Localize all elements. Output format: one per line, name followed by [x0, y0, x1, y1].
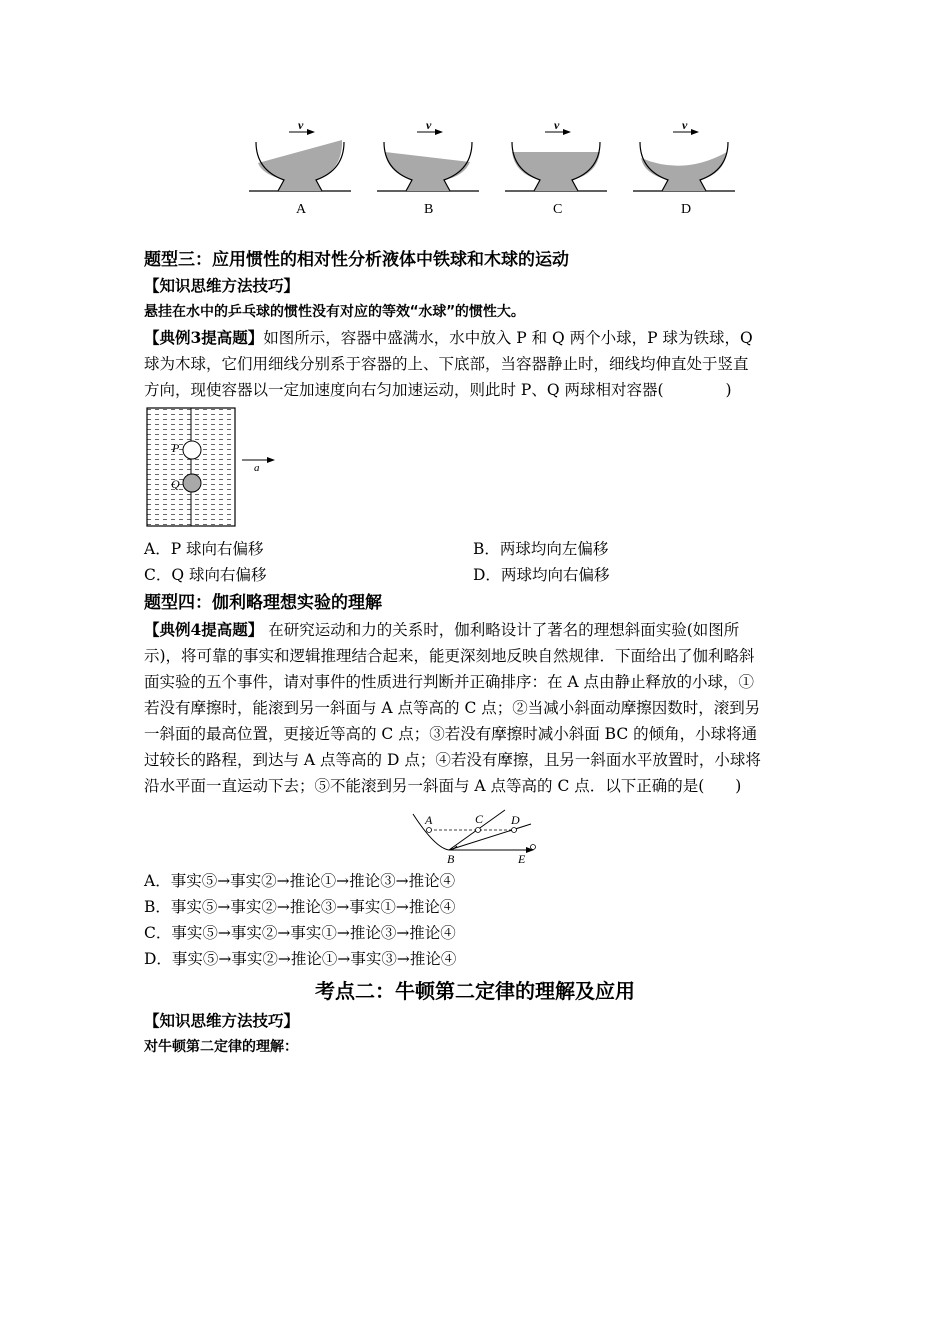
example4-line-1: 【典例4提高题】 在研究运动和力的关系时，伽利略设计了著名的理想斜面实验(如图所 — [144, 620, 740, 639]
bowl-d — [633, 118, 735, 217]
example4-line-6: 过较长的路程，到达与 A 点等高的 D 点；④若没有摩擦，且另一斜面水平放置时，小球将 — [144, 751, 761, 769]
example4-line-2: 示)，将可靠的事实和逻辑推理结合起来，能更深刻地反映自然规律．下面给出了伽利略斜 — [144, 647, 755, 665]
example4-line-4: 若没有摩擦时，能滚到另一斜面与 A 点等高的 C 点；②当减小斜面动摩擦因数时，滚到另 — [144, 699, 761, 717]
method-heading: 【知识思维方法技巧】 — [144, 276, 300, 295]
example4-line-3: 面实验的五个事件，请对事件的性质进行判断并正确排序：在 A 点由静止释放的小球，① — [144, 673, 755, 691]
point2-method-heading: 【知识思维方法技巧】 — [144, 1011, 300, 1030]
example3-line-1: 【典例3提高题】如图所示，容器中盛满水，水中放入 P 和 Q 两个小球，P 球为铁球，Q — [144, 328, 753, 347]
container-figure — [146, 407, 281, 529]
bowl-b — [377, 118, 479, 217]
section4-title: 题型四：伽利略理想实验的理解 — [144, 593, 382, 613]
svg-text:Q: Q — [171, 477, 180, 491]
svg-text:v: v — [426, 118, 432, 132]
method-text: 悬挂在水中的乒乓球的惯性没有对应的等效“水球”的惯性大。 — [144, 304, 525, 320]
example3-tag: 【典例3提高题】 — [144, 328, 264, 347]
svg-text:v: v — [682, 118, 688, 132]
option4-a[interactable]: A．事实⑤→事实②→推论①→推论③→推论④ — [144, 872, 456, 890]
bowl-label: A — [296, 202, 307, 217]
option-a[interactable]: A．P 球向右偏移 — [144, 540, 264, 558]
ball-q — [183, 474, 201, 492]
point2-title: 考点二：牛顿第二定律的理解及应用 — [315, 979, 635, 1003]
svg-text:v: v — [554, 118, 560, 132]
incline-figure — [405, 808, 550, 866]
acceleration-label: a — [254, 462, 260, 474]
svg-text:A: A — [425, 813, 433, 827]
svg-text:E: E — [518, 852, 526, 866]
velocity-label: v — [298, 118, 304, 132]
example4-line-5: 一斜面的最高位置，更接近等高的 C 点；③若没有摩擦时减小斜面 BC 的倾角，小球将通 — [144, 725, 758, 743]
example4-line-7: 沿水平面一直运动下去；⑤不能滚到另一斜面与 A 点等高的 C 点．以下正确的是( ) — [144, 777, 742, 795]
bowl-a — [249, 118, 351, 217]
option4-d[interactable]: D．事实⑤→事实②→推论①→事实③→推论④ — [144, 950, 457, 968]
ball-p — [183, 441, 201, 459]
bowl-c — [505, 118, 607, 217]
example3-line-3: 方向，现使容器以一定加速度向右匀加速运动，则此时 P、Q 两球相对容器( ) — [144, 381, 732, 399]
svg-text:P: P — [172, 441, 180, 455]
option4-c[interactable]: C．事实⑤→事实②→事实①→推论③→推论④ — [144, 924, 456, 942]
option-c[interactable]: C．Q 球向右偏移 — [144, 566, 267, 584]
svg-text:D: D — [681, 202, 692, 217]
svg-text:B: B — [424, 202, 434, 217]
bowls-figure — [244, 118, 744, 220]
option-d[interactable]: D．两球均向右偏移 — [473, 566, 610, 584]
svg-text:C: C — [553, 202, 563, 217]
section3-title: 题型三：应用惯性的相对性分析液体中铁球和木球的运动 — [144, 250, 569, 270]
example4-tag: 【典例4提高题】 — [144, 620, 264, 639]
point2-intro: 对牛顿第二定律的理解： — [144, 1039, 298, 1055]
example3-line-2: 球为木球，它们用细线分别系于容器的上、下底部，当容器静止时，细线均伸直处于竖直 — [144, 355, 749, 373]
svg-text:B: B — [447, 852, 455, 866]
option4-b[interactable]: B．事实⑤→事实②→推论③→事实①→推论④ — [144, 898, 456, 916]
svg-text:D: D — [511, 813, 520, 827]
option-b[interactable]: B．两球均向左偏移 — [473, 540, 609, 558]
svg-text:C: C — [475, 812, 484, 826]
